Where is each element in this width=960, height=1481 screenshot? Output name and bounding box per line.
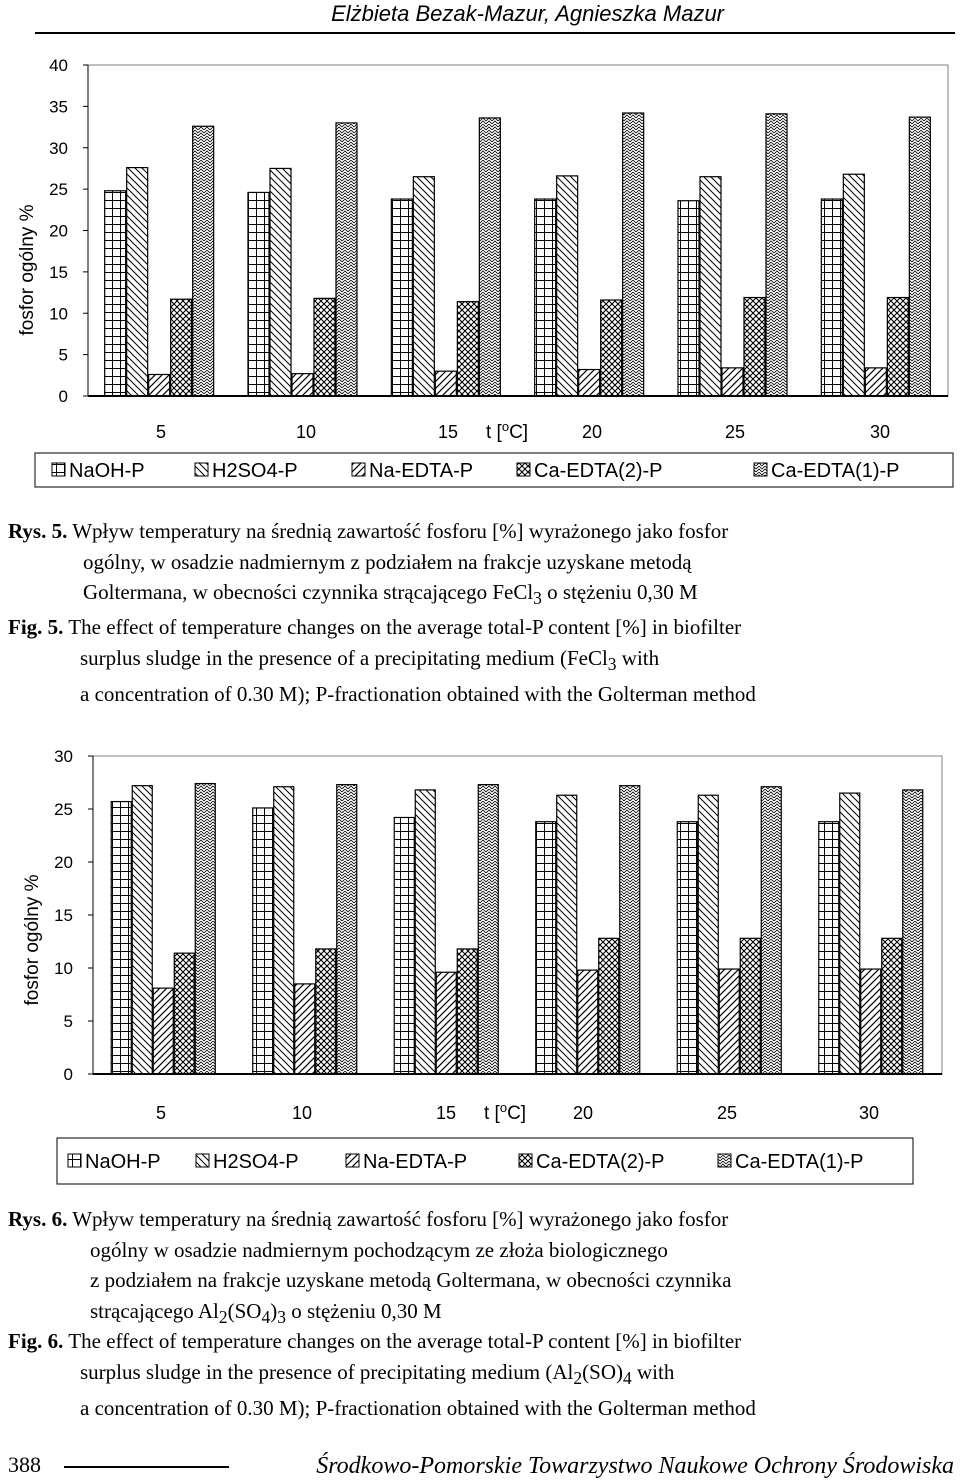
bar-h2so4-p xyxy=(413,177,434,396)
caption-line xyxy=(8,1235,953,1266)
caption-subscript: 2 xyxy=(218,1306,228,1327)
y-tick-label: 0 xyxy=(63,1065,73,1084)
bar-ca-edta-2-p xyxy=(457,302,478,396)
caption-label: Fig. 6. xyxy=(8,1329,64,1353)
y-tick-label: 25 xyxy=(54,800,73,819)
caption-line xyxy=(8,1265,953,1296)
caption-text: o stężeniu 0,30 M xyxy=(285,1298,442,1323)
legend-swatch-h2so4-p xyxy=(195,463,208,476)
caption-text: (SO xyxy=(227,1298,262,1323)
bar-ca-edta-2-p xyxy=(171,299,192,396)
legend-label-naoh-p: NaOH-P xyxy=(85,1151,161,1173)
x-tick-label: 30 xyxy=(869,422,891,442)
bar-h2so4-p xyxy=(557,795,577,1074)
bar-ca-edta-1-p xyxy=(903,790,923,1074)
caption-line xyxy=(8,516,953,547)
caption-text: The effect of temperature changes on the average total-P content [%] in biofilter xyxy=(68,1329,742,1353)
bar-naoh-p xyxy=(821,199,842,396)
caption-text: z podziałem na frakcje uzyskane metodą Goltermana, w obecności czynnika xyxy=(90,1268,732,1292)
legend-swatch-na-edta-p xyxy=(352,463,365,476)
legend-swatch-na-edta-p xyxy=(346,1154,359,1167)
caption-label: Fig. 5. xyxy=(8,615,64,639)
bar-na-edta-p xyxy=(578,970,598,1074)
caption-line xyxy=(8,547,953,578)
caption-text: strącającego Al xyxy=(90,1298,219,1323)
bar-na-edta-p xyxy=(861,969,881,1074)
bar-h2so4-p xyxy=(843,174,864,396)
bar-ca-edta-1-p xyxy=(193,126,214,396)
caption-text: Wpływ temperatury na średnią zawartość fosforu [%] wyrażonego jako fosfor xyxy=(72,519,729,543)
bar-naoh-p xyxy=(105,191,126,396)
bar-h2so4-p xyxy=(127,168,148,396)
caption-rys-6 xyxy=(8,1204,953,1332)
bar-ca-edta-2-p xyxy=(744,298,765,396)
x-axis-label: t [$^o$C] xyxy=(484,1100,527,1124)
legend-label-naoh-p: NaOH-P xyxy=(69,460,145,482)
legend-swatch-ca-edta-2-p xyxy=(517,463,530,476)
legend-label-ca-edta-2-p: Ca-EDTA(2)-P xyxy=(534,460,663,482)
caption-line xyxy=(8,643,953,680)
caption-subscript: 4 xyxy=(622,1367,632,1388)
bar-naoh-p xyxy=(536,822,556,1074)
legend-swatch-ca-edta-2-p xyxy=(519,1154,532,1167)
bar-na-edta-p xyxy=(292,374,313,396)
caption-text: ogólny, w osadzie nadmiernym z podziałem na frakcje uzyskane metodą xyxy=(83,549,692,574)
bar-naoh-p xyxy=(394,817,414,1074)
bar-ca-edta-1-p xyxy=(620,786,640,1074)
caption-text: ) xyxy=(270,1298,278,1323)
bar-h2so4-p xyxy=(557,176,578,396)
bar-naoh-p xyxy=(535,199,556,396)
x-tick-label: 25 xyxy=(716,1103,738,1123)
bar-ca-edta-1-p xyxy=(336,123,357,396)
caption-text: o stężeniu 0,30 M xyxy=(541,580,698,604)
bar-naoh-p xyxy=(111,802,131,1074)
bar-h2so4-p xyxy=(700,177,721,396)
caption-text: with xyxy=(631,1359,675,1384)
caption-line xyxy=(8,1393,953,1424)
header-rule xyxy=(35,32,955,34)
plot-area xyxy=(93,756,942,1074)
caption-fig-6 xyxy=(8,1326,953,1424)
bar-ca-edta-1-p xyxy=(909,117,930,396)
bar-naoh-p xyxy=(819,822,839,1074)
bar-na-edta-p xyxy=(722,368,743,396)
y-tick-label: 30 xyxy=(54,747,73,766)
bar-h2so4-p xyxy=(132,786,152,1074)
bar-ca-edta-1-p xyxy=(766,114,787,396)
x-axis-label: t [$^o$C] xyxy=(486,419,529,443)
caption-subscript: 4 xyxy=(261,1306,271,1327)
bar-na-edta-p xyxy=(153,988,173,1074)
bar-ca-edta-2-p xyxy=(599,938,619,1074)
legend-label-ca-edta-1-p: Ca-EDTA(1)-P xyxy=(735,1151,864,1173)
bar-ca-edta-2-p xyxy=(314,298,335,396)
legend-label-ca-edta-2-p: Ca-EDTA(2)-P xyxy=(536,1151,665,1173)
legend-swatch-h2so4-p xyxy=(196,1154,209,1167)
bar-ca-edta-2-p xyxy=(457,949,477,1074)
bar-naoh-p xyxy=(677,822,697,1074)
bar-na-edta-p xyxy=(579,370,600,396)
running-header-authors: Elżbieta Bezak-Mazur, Agnieszka Mazur xyxy=(331,1,724,26)
bar-ca-edta-2-p xyxy=(887,298,908,396)
caption-subscript: 2 xyxy=(573,1367,583,1388)
bar-ca-edta-1-p xyxy=(761,787,781,1074)
bar-na-edta-p xyxy=(149,374,170,396)
caption-subscript: 3 xyxy=(533,588,542,609)
caption-fig-5 xyxy=(8,612,953,710)
legend-label-h2so4-p: H2SO4-P xyxy=(213,1151,299,1173)
figure-5-chart xyxy=(0,40,960,540)
bar-ca-edta-2-p xyxy=(740,938,760,1074)
legend-swatch-naoh-p xyxy=(68,1154,81,1167)
y-tick-label: 10 xyxy=(54,959,73,978)
caption-subscript: 3 xyxy=(277,1306,286,1327)
bar-ca-edta-1-p xyxy=(479,118,500,396)
x-tick-label: 20 xyxy=(581,422,603,442)
legend-label-ca-edta-1-p: Ca-EDTA(1)-P xyxy=(771,460,900,482)
y-tick-label: 5 xyxy=(58,345,68,365)
journal-name: Środkowo-Pomorskie Towarzystwo Naukowe Ochrony Środowiska xyxy=(316,1453,954,1479)
x-tick-label: 15 xyxy=(437,422,459,442)
caption-text: with xyxy=(616,645,660,670)
caption-line xyxy=(8,1357,953,1394)
page-number: 388 xyxy=(8,1452,41,1477)
plot-area xyxy=(88,65,948,396)
caption-text: (SO) xyxy=(582,1359,623,1384)
caption-line xyxy=(8,1204,953,1235)
y-tick-label: 40 xyxy=(49,56,68,75)
legend-swatch-ca-edta-1-p xyxy=(754,463,767,476)
footer-rule xyxy=(64,1466,229,1468)
y-tick-label: 10 xyxy=(49,304,68,324)
bar-naoh-p xyxy=(253,808,273,1074)
caption-line xyxy=(8,612,953,643)
bar-na-edta-p xyxy=(865,368,886,396)
x-tick-label: 5 xyxy=(155,1103,167,1123)
legend-label-na-edta-p: Na-EDTA-P xyxy=(363,1151,468,1173)
y-tick-label: 35 xyxy=(49,97,68,117)
y-tick-label: 30 xyxy=(49,138,68,158)
figure-6-chart xyxy=(0,735,960,1195)
caption-text: surplus sludge in the presence of precipitating medium (Al xyxy=(80,1359,574,1384)
bar-naoh-p xyxy=(248,192,269,396)
caption-line xyxy=(8,679,953,710)
bar-na-edta-p xyxy=(436,972,456,1074)
bar-ca-edta-1-p xyxy=(623,113,644,396)
x-tick-label: 15 xyxy=(435,1103,457,1123)
bar-naoh-p xyxy=(678,201,699,396)
bar-ca-edta-1-p xyxy=(195,784,215,1074)
bar-h2so4-p xyxy=(270,168,291,396)
x-tick-label: 5 xyxy=(155,422,167,442)
legend-label-na-edta-p: Na-EDTA-P xyxy=(369,460,474,482)
caption-text: The effect of temperature changes on the average total-P content [%] in biofilter xyxy=(68,615,742,639)
bar-h2so4-p xyxy=(415,790,435,1074)
y-axis-label: fosfor ogólny % xyxy=(17,204,38,336)
caption-text: Wpływ temperatury na średnią zawartość fosforu [%] wyrażonego jako fosfor xyxy=(72,1207,729,1231)
bar-na-edta-p xyxy=(295,984,315,1074)
y-axis-label: fosfor ogólny % xyxy=(22,874,43,1006)
y-tick-label: 5 xyxy=(63,1012,73,1031)
bar-ca-edta-2-p xyxy=(601,300,622,396)
caption-text: Goltermana, w obecności czynnika strącającego FeCl xyxy=(83,580,534,604)
caption-line xyxy=(8,1326,953,1357)
y-tick-label: 20 xyxy=(54,853,73,872)
x-tick-label: 20 xyxy=(572,1103,594,1123)
y-tick-label: 25 xyxy=(49,180,68,200)
bar-h2so4-p xyxy=(698,795,718,1074)
bar-h2so4-p xyxy=(274,787,294,1074)
y-tick-label: 0 xyxy=(58,387,68,406)
x-tick-label: 10 xyxy=(291,1103,313,1123)
legend-swatch-naoh-p xyxy=(52,463,65,476)
y-tick-label: 15 xyxy=(49,262,68,282)
x-tick-label: 10 xyxy=(295,422,317,442)
bar-h2so4-p xyxy=(840,793,860,1074)
legend-label-h2so4-p: H2SO4-P xyxy=(212,460,298,482)
caption-rys-5 xyxy=(8,516,953,614)
caption-text: a concentration of 0.30 M); P-fractionation obtained with the Golterman method xyxy=(80,682,756,707)
bar-naoh-p xyxy=(391,199,412,396)
bar-ca-edta-1-p xyxy=(337,785,357,1074)
caption-label: Rys. 6. xyxy=(8,1207,68,1231)
caption-label: Rys. 5. xyxy=(8,519,68,543)
y-tick-label: 15 xyxy=(54,906,73,925)
caption-text: a concentration of 0.30 M); P-fractionation obtained with the Golterman method xyxy=(80,1396,756,1421)
caption-line xyxy=(8,577,953,614)
x-tick-label: 30 xyxy=(858,1103,880,1123)
caption-text: surplus sludge in the presence of a precipitating medium (FeCl xyxy=(80,645,608,670)
y-tick-label: 20 xyxy=(49,221,68,241)
bar-ca-edta-2-p xyxy=(174,953,194,1074)
bar-ca-edta-2-p xyxy=(882,938,902,1074)
caption-text: ogólny w osadzie nadmiernym pochodzącym ze złoża biologicznego xyxy=(90,1237,668,1262)
legend-swatch-ca-edta-1-p xyxy=(718,1154,731,1167)
bar-ca-edta-2-p xyxy=(316,949,336,1074)
bar-na-edta-p xyxy=(719,969,739,1074)
x-tick-label: 25 xyxy=(724,422,746,442)
caption-subscript: 3 xyxy=(607,653,617,674)
bar-ca-edta-1-p xyxy=(478,785,498,1074)
bar-na-edta-p xyxy=(435,371,456,396)
